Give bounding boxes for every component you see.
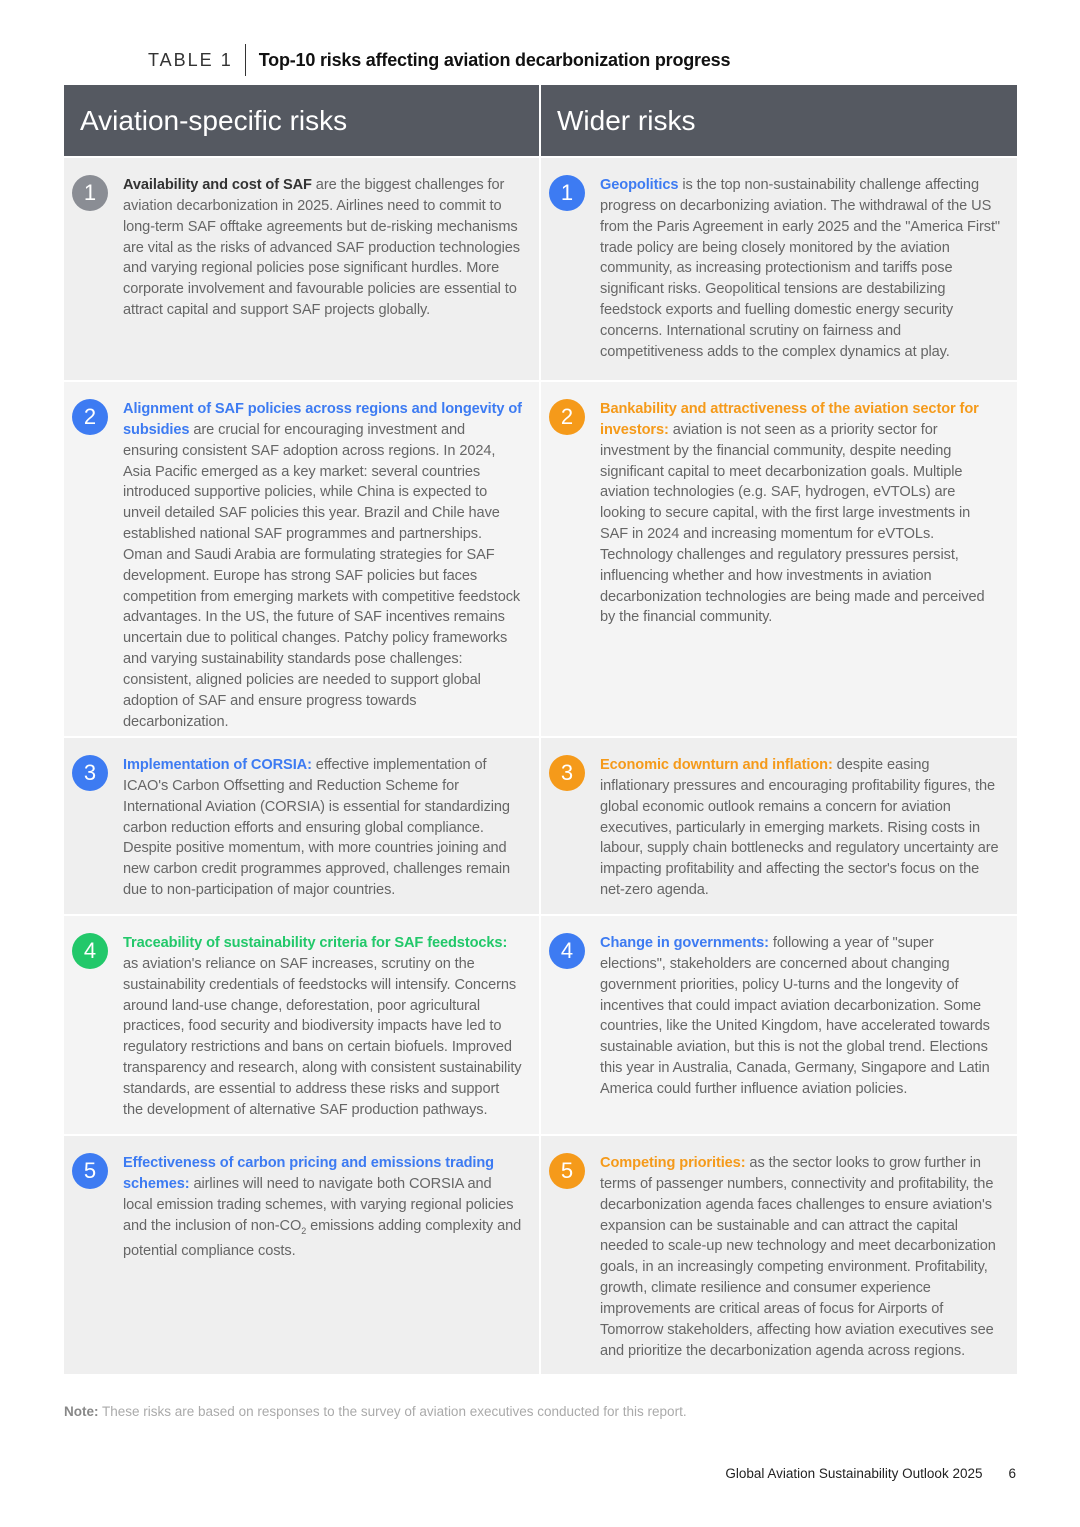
rank-badge: 5 [72, 1153, 108, 1189]
risk-description [123, 175, 523, 321]
risk-title: Bankability and attractiveness of the aviation sector for investors: [600, 401, 979, 438]
risk-title: Geopolitics [600, 177, 679, 193]
risk-text: are crucial for encouraging investment and ensuring consistent SAF adoption across regions. In 2024, Asia Pacific emerged as a key market: several countries introduced supportive policies, while China is expected to unveil detailed SAF policies this year. Brazil and Chile have established national SAF programmes and partnerships. Oman and Saudi Arabia are formulating strategies for SAF development. Europe has strong SAF policies but faces competition from emerging markets with competitive feedstock advantages. In the US, the future of SAF incentives remains uncertain due to political changes. Patchy policy frameworks and varying sustainability standards pose challenges: consistent, aligned policies are needed to support global adoption of SAF and ensure progress towards decarbonization. [123, 421, 521, 730]
rank-badge: 2 [72, 399, 108, 435]
wider-risk-cell [541, 1136, 1017, 1374]
wider-risk-cell [541, 382, 1017, 736]
risk-title: Implementation of CORSIA: [123, 757, 312, 773]
rank-badge: 1 [72, 175, 108, 211]
table-header-row [64, 85, 1017, 156]
footer-title: Global Aviation Sustainability Outlook 2025 [725, 1466, 983, 1481]
risk-description [600, 399, 1001, 628]
risk-title: Alignment of SAF policies across regions and longevity of subsidies [123, 401, 522, 438]
risk-description [123, 399, 523, 733]
risk-description [600, 933, 1001, 1100]
risk-text: as the sector looks to grow further in terms of passenger numbers, connectivity and profitability, the decarbonization agenda faces challenges to ensure aviation's expansion can be sustainable and can attract the capital needed to scale-up new technology and meet decarbonization goals, in an increasingly competing environment. Profitability, growth, climate resilience and consumer experience improvements are critical areas of focus for Airports of Tomorrow stakeholders, affecting how aviation executives see and prioritize the decarbonization agenda across regions. [600, 1155, 996, 1359]
wider-risk-cell [541, 158, 1017, 380]
header-aviation-specific: Aviation-specific risks [64, 85, 539, 156]
table-label: TABLE 1 [148, 49, 233, 70]
rank-badge: 3 [72, 755, 108, 791]
table-caption [148, 46, 730, 74]
risk-text: airlines will need to navigate both CORSIA and local emission trading schemes, with varying regional policies and the inclusion of non-CO [123, 1175, 514, 1234]
risk-title: Economic downturn and inflation: [600, 757, 833, 773]
rank-badge: 3 [549, 755, 585, 791]
aviation-risk-cell [64, 1136, 539, 1374]
aviation-risk-cell [64, 382, 539, 736]
risk-description [600, 755, 1001, 901]
table-row [64, 158, 1017, 380]
risk-text: effective implementation of ICAO's Carbon Offsetting and Reduction Scheme for International Aviation (CORSIA) is essential for standardizing carbon reduction efforts and ensuring global compliance. Despite positive momentum, with more countries joining and new carbon credit programmes approved, challenges remain due to non-participation of major countries. [123, 757, 511, 899]
table-body [64, 158, 1017, 1374]
risk-title: Change in governments: [600, 935, 769, 951]
risk-text: despite easing inflationary pressures and encouraging profitability figures, the global economic outlook remains a concern for aviation executives, particularly in emerging markets. Rising costs in labour, supply chain bottlenecks and regulatory uncertainty are impacting profitability and affecting the sector's focus on the net-zero agenda. [600, 757, 999, 899]
rank-badge: 4 [72, 933, 108, 969]
risk-description [600, 175, 1001, 363]
wider-risk-cell [541, 916, 1017, 1134]
risk-title: Effectiveness of carbon pricing and emissions trading schemes: [123, 1155, 494, 1192]
note-label: Note: [64, 1404, 99, 1419]
page-footer [725, 1466, 1016, 1481]
risk-text: are the biggest challenges for aviation decarbonization in 2025. Airlines need to commit to long-term SAF offtake agreements but de-risking mechanisms are vital as the risks of advanced SAF production technologies and varying regional policies pose significant hurdles. More corporate involvement and favourable policies are essential to attract capital and support SAF projects globally. [123, 177, 520, 319]
table-note [64, 1404, 687, 1419]
risk-title: Traceability of sustainability criteria for SAF feedstocks: [123, 935, 508, 951]
risk-title: Availability and cost of SAF [123, 177, 312, 193]
rank-badge: 5 [549, 1153, 585, 1189]
subscript: 2 [301, 1225, 307, 1236]
table-row [64, 382, 1017, 736]
table-row [64, 738, 1017, 914]
risk-description [123, 933, 523, 1121]
risk-text-continued: emissions adding complexity and potential compliance costs. [123, 1217, 522, 1260]
table-row [64, 1136, 1017, 1374]
risks-table [64, 85, 1017, 1374]
risk-text: aviation is not seen as a priority sector for investment by the financial community, despite needing significant capital to meet decarbonization goals. Multiple aviation technologies (e.g. SAF, hydrogen, eVTOLs) are looking to secure capital, with the first large investments in SAF in 2024 and increasing momentum for eVTOLs. Technology challenges and regulatory pressures persist, influencing whether and how investments in aviation decarbonization technologies are being made and perceived by the financial community. [600, 421, 985, 626]
risk-title: Competing priorities: [600, 1155, 746, 1171]
risk-text: following a year of "super elections", stakeholders are concerned about changing government priorities, policy U-turns and the longevity of incentives that could impact aviation decarbonization. Some countries, like the United Kingdom, have accelerated towards sustainable aviation, but this is not the global trend. Elections this year in Australia, Canada, Germany, Singapore and Latin America could further influence aviation policies. [600, 935, 990, 1097]
wider-risk-cell [541, 738, 1017, 914]
aviation-risk-cell [64, 738, 539, 914]
risk-description [600, 1153, 1001, 1361]
risk-description [123, 1153, 523, 1262]
table-title: Top-10 risks affecting aviation decarbonization progress [258, 49, 731, 70]
aviation-risk-cell [64, 916, 539, 1134]
rank-badge: 1 [549, 175, 585, 211]
rank-badge: 4 [549, 933, 585, 969]
risk-description [123, 755, 523, 901]
page-number: 6 [1008, 1466, 1016, 1481]
rank-badge: 2 [549, 399, 585, 435]
aviation-risk-cell [64, 158, 539, 380]
table-row [64, 916, 1017, 1134]
note-text: These risks are based on responses to the survey of aviation executives conducted for this report. [98, 1404, 687, 1419]
header-wider-risks: Wider risks [541, 85, 1017, 156]
caption-divider [245, 44, 246, 76]
risk-text: as aviation's reliance on SAF increases, scrutiny on the sustainability credentials of feedstocks will intensify. Concerns around land-use change, deforestation, poor agricultural practices, food security and biodiversity impacts have led to regulatory restrictions and bans on certain biofuels. Improved transparency and research, along with consistent sustainability standards, are essential to address these risks and support the development of alternative SAF production pathways. [123, 955, 522, 1118]
risk-text: is the top non-sustainability challenge affecting progress on decarbonizing aviation. The withdrawal of the US from the Paris Agreement in early 2025 and the "America First" trade policy are being closely monitored by the aviation community, as increasing protectionism and tariffs pose significant risks. Geopolitical tensions are destabilizing feedstock exports and fuelling domestic energy security concerns. International scrutiny on fairness and competitiveness adds to the complex dynamics at play. [600, 177, 1000, 360]
